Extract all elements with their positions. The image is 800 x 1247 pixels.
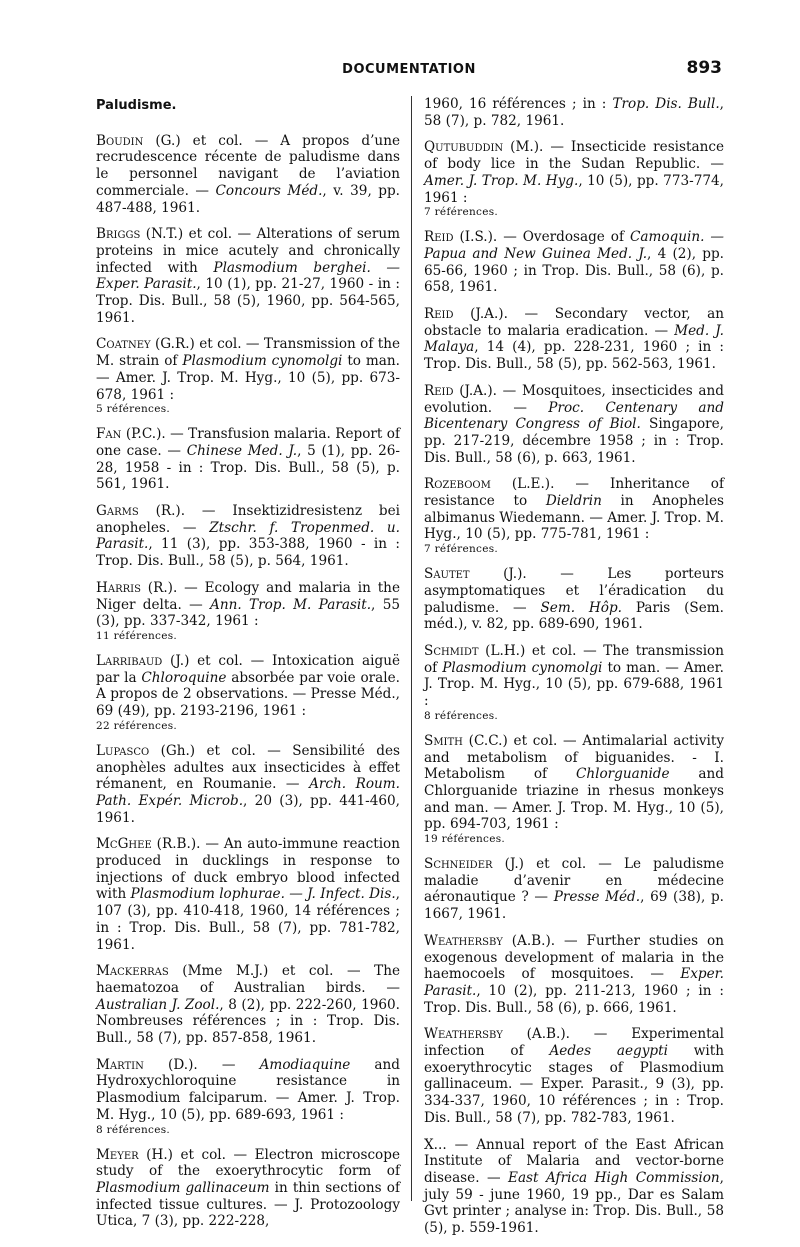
- entry-journal: Chloroquine: [141, 669, 227, 686]
- entry-reference-count: 7 références.: [424, 543, 499, 556]
- entry-citation: , 4 (2), pp. 65-66, 1960 ; in Trop. Dis. Bull., 58 (6), p. 658, 1961.: [424, 245, 724, 296]
- bibliography-entry: [96, 580, 400, 643]
- entry-text: (L.H.) et col. — The transmission of: [424, 642, 724, 676]
- bibliography-entry: [96, 133, 400, 217]
- bibliography-entry: [424, 306, 724, 373]
- entry-reference-count: 5 références.: [96, 403, 171, 416]
- entry-author: Larribaud: [96, 652, 163, 669]
- entry-text: (L.E.). — Inheritance of resistance to: [424, 476, 724, 510]
- entry-text: 1960, 16 références ; in :: [424, 96, 613, 112]
- entry-text: (N.T.) et col. — Alterations of serum proteins in mice acutely and chronically infected with: [96, 226, 400, 276]
- entry-author: Meyer: [96, 1146, 139, 1163]
- entry-citation: , 5 (1), pp. 26-28, 1958 - in : Trop. Dis. Bull., 58 (5), p. 561, 1961.: [96, 442, 401, 493]
- entry-journal: Exper. Parasit.: [424, 966, 724, 999]
- entry-journal: Presse Méd.: [553, 889, 641, 906]
- entry-citation: , 10 (5), pp. 773-774, 1961 :: [424, 172, 724, 206]
- entry-text: (J.) et col. — Le paludisme maladie d’avenir en médecine aéronautique ? —: [424, 856, 724, 906]
- entry-journal: Chlorguanide: [575, 766, 670, 783]
- entry-journal: Plasmodium berghei. — Exper. Parasit.: [96, 259, 400, 293]
- entry-author: Weathersby: [424, 1026, 503, 1043]
- bibliography-entry: [96, 1057, 400, 1137]
- entry-journal: Amer. J. Trop. M. Hyg.: [424, 172, 579, 189]
- entry-author: Weathersby: [424, 932, 503, 949]
- entry-citation: absorbée par voie orale. A propos de 2 observations. — Presse Méd., 69 (49), pp. 2193-2196, 1961 :: [96, 669, 400, 720]
- entry-text: (R.). — Ecology and malaria in the Niger delta. —: [96, 579, 400, 613]
- running-head: [96, 58, 722, 82]
- entry-text: (Mme M.J.) et col. — The haematozoa of Australian birds. —: [96, 963, 400, 996]
- entry-journal: Proc. Centenary and Bicentenary Congress of Biol.: [424, 399, 724, 433]
- left-column: [96, 96, 400, 1240]
- bibliography-entry: [424, 383, 724, 467]
- entry-text: (I.S.). — Overdosage of: [453, 229, 630, 246]
- entry-text: (A.B.). — Experimental infection of: [424, 1026, 724, 1060]
- entry-author: Harris: [96, 579, 141, 596]
- entry-author: Reid: [424, 382, 454, 399]
- entry-text: (Gh.) et col. — Sensibilité des anophèles adultes aux insecticides à effet rémanent, en Roumanie. —: [96, 742, 400, 793]
- bibliography-entry: [424, 643, 724, 723]
- entry-author: Fan: [96, 426, 122, 443]
- entry-text: (J.) et col. — Intoxication aiguë par la: [96, 652, 400, 686]
- entry-journal: Aedes aegypti: [549, 1043, 668, 1060]
- bibliography-entry: [96, 426, 400, 493]
- bibliography-entry: [96, 503, 400, 570]
- entry-journal: Plasmodium cynomolgi: [182, 353, 343, 370]
- entry-author: Briggs: [96, 226, 141, 243]
- entry-author: Rozeboom: [424, 476, 491, 493]
- section-title: Paludisme.: [96, 98, 177, 113]
- entry-author: Boudin: [96, 132, 144, 149]
- entry-author: Sautet: [424, 566, 470, 583]
- entry-journal: Ann. Trop. M. Parasit.: [210, 596, 372, 613]
- entry-citation: , 10 (1), pp. 21-27, 1960 - in : Trop. Dis. Bull., 58 (5), 1960, pp. 564-565, 1961.: [96, 276, 400, 326]
- bibliography-entry: [96, 963, 400, 1047]
- bibliography-entry: [96, 836, 400, 953]
- entry-author: Schneider: [424, 856, 493, 873]
- bibliography-entry: [424, 96, 724, 129]
- entry-author: Coatney: [96, 336, 151, 353]
- bibliography-entry: [424, 566, 724, 633]
- entry-author: Lupasco: [96, 742, 150, 759]
- entry-text: (R.). — Insektizidresistenz bei anopheles. —: [96, 503, 400, 536]
- entry-author: Garms: [96, 503, 139, 520]
- entry-citation: in thin sections of infected tissue cultures. — J. Protozoology Utica, 7 (3), pp. 222-228,: [96, 1179, 400, 1230]
- entry-author: X...: [424, 1136, 447, 1153]
- bibliography-entry: [424, 1137, 724, 1237]
- entry-citation: , 58 (7), p. 782, 1961.: [424, 96, 724, 129]
- entry-citation: , v. 39, pp. 487-488, 1961.: [96, 182, 400, 216]
- entry-citation: to man. — Amer. J. Trop. M. Hyg., 10 (5), pp. 673-678, 1961 :: [96, 353, 400, 403]
- bibliography-entry: [96, 336, 400, 416]
- entry-journal: Concours Méd.: [215, 182, 323, 199]
- entry-text: (A.B.). — Further studies on exogenous development of malaria in the haemocoels of mosquitoes. —: [424, 932, 724, 983]
- entry-text: (D.). —: [143, 1056, 260, 1073]
- entry-author: Martin: [96, 1056, 144, 1073]
- right-entry-list: [424, 96, 724, 1237]
- entry-text: (G.R.) et col. — Transmission of the M. strain of: [96, 336, 400, 370]
- entry-author: Qutubuddin: [424, 139, 504, 156]
- entry-text: (P.C.). — Transfusion malaria. Report of one case. —: [96, 426, 400, 459]
- page-number: 893: [686, 58, 722, 78]
- entry-reference-count: 19 références.: [424, 833, 506, 846]
- entry-journal: Arch. Roum. Path. Expér. Microb.: [96, 776, 400, 809]
- entry-text: (H.) et col. — Electron microscope study of the exoerythrocytic form of: [96, 1146, 400, 1180]
- entry-reference-count: 7 références.: [424, 206, 499, 219]
- entry-citation: Singapore, pp. 217-219, décembre 1958 ; in : Trop. Dis. Bull., 58 (6), p. 663, 1961.: [424, 416, 724, 466]
- entry-reference-count: 22 références.: [96, 719, 178, 732]
- entry-reference-count: 8 références.: [424, 709, 499, 722]
- entry-citation: , 14 (4), pp. 228-231, 1960 ; in : Trop. Dis. Bull., 58 (5), pp. 562-563, 1961.: [424, 339, 724, 373]
- entry-citation: , july 59 - june 1960, 19 pp., Dar es Salam Gvt printer ; analyse in: Trop. Dis. Bull., 58 (5), p. 559-1961.: [424, 1169, 724, 1237]
- bibliography-entry: [424, 476, 724, 556]
- entry-citation: to man. — Amer. J. Trop. M. Hyg., 10 (5), pp. 679-688, 1961 :: [424, 659, 724, 710]
- entry-citation: Paris (Sem. méd.), v. 82, pp. 689-690, 1961.: [424, 599, 724, 633]
- entry-journal: East Africa High Commission: [508, 1169, 720, 1186]
- entry-journal: Plasmodium cynomolgi: [442, 659, 603, 676]
- bibliography-entry: [424, 856, 724, 923]
- entry-citation: and Chlorguanide triazine in rhesus monkeys and man. — Amer. J. Trop. M. Hyg., 10 (5), pp. 694-703, 1961 :: [424, 766, 724, 833]
- right-column: [424, 96, 724, 1247]
- entry-citation: , 11 (3), pp. 353-388, 1960 - in : Trop. Dis. Bull., 58 (5), p. 564, 1961.: [96, 536, 400, 570]
- entry-citation: and Hydroxychloroquine resistance in Plasmodium falciparum. — Amer. J. Trop. M. Hyg., 10 (5), pp. 689-693, 1961 :: [96, 1056, 400, 1123]
- entry-author: McGhee: [96, 836, 152, 853]
- bibliography-entry: [424, 733, 724, 846]
- entry-citation: with exoerythrocytic stages of Plasmodium gallinaceum. — Exper. Parasit., 9 (3), pp. 334-337, 1960, 10 références ; in : Trop. Dis. Bull., 58 (7), pp. 782-783, 1961.: [424, 1043, 725, 1126]
- entry-text: (G.) et col. — A propos d’une recrudescence récente de paludisme dans le personnel navigant de l’aviation commerciale. —: [96, 132, 400, 199]
- bibliography-entry: [96, 743, 400, 827]
- entry-author: Mackerras: [96, 963, 169, 980]
- bibliography-entry: [424, 933, 724, 1017]
- entry-citation: in Anopheles albimanus Wiedemann. — Amer. J. Trop. M. Hyg., 10 (5), pp. 775-781, 1961 :: [424, 493, 725, 543]
- entry-author: Schmidt: [424, 642, 479, 659]
- entry-journal: Sem. Hôp.: [540, 599, 622, 616]
- entry-journal: Australian J. Zool.: [96, 996, 220, 1013]
- entry-text: (J.A.). — Mosquitoes, insecticides and evolution. —: [424, 382, 724, 416]
- bibliography-entry: [424, 139, 724, 219]
- entry-journal: Chinese Med. J.: [186, 442, 298, 459]
- entry-journal: Trop. Dis. Bull.: [612, 96, 720, 112]
- entry-text: (C.C.) et col. — Antimalarial activity and metabolism of biguanides. - I. Metabolism of: [424, 732, 724, 783]
- entry-text: — Annual report of the East African Institute of Malaria and vector-borne disease. —: [424, 1136, 724, 1186]
- entry-citation: , 10 (2), pp. 211-213, 1960 ; in : Trop. Dis. Bull., 58 (6), p. 666, 1961.: [424, 982, 724, 1016]
- entry-reference-count: 8 références.: [96, 1123, 171, 1136]
- entry-citation: , 69 (38), p. 1667, 1961.: [424, 889, 724, 923]
- entry-author: Reid: [424, 229, 454, 246]
- entry-citation: , 20 (3), pp. 441-460, 1961.: [96, 792, 400, 826]
- entry-journal: Ztschr. f. Tropenmed. u. Parasit.: [96, 519, 400, 553]
- bibliography-entry: [96, 226, 400, 326]
- entry-journal: Med. J. Malaya: [424, 322, 724, 356]
- entry-journal: Camoquin. — Papua and New Guinea Med. J.: [424, 229, 724, 262]
- entry-citation: , 55 (3), pp. 337-342, 1961 :: [96, 596, 400, 630]
- running-title: DOCUMENTATION: [342, 62, 476, 77]
- entry-journal: Dieldrin: [545, 493, 602, 510]
- bibliography-entry: [424, 229, 724, 296]
- entry-author: Reid: [424, 306, 454, 323]
- entry-author: Smith: [424, 732, 463, 749]
- entry-text: (J.). — Les porteurs asymptomatiques et l’éradication du paludisme. —: [424, 566, 724, 616]
- entry-citation: , 107 (3), pp. 410-418, 1960, 14 références ; in : Trop. Dis. Bull., 58 (7), pp. 781-782, 1961.: [96, 886, 400, 953]
- entry-text: (R.B.). — An auto-immune reaction produced in ducklings in response to injections of duck embryo blood infected with: [96, 836, 400, 903]
- entry-citation: , 8 (2), pp. 222-260, 1960. Nombreuses références ; in : Trop. Dis. Bull., 58 (7), pp. 857-858, 1961.: [96, 996, 400, 1047]
- entry-journal: Plasmodium gallinaceum: [96, 1179, 270, 1196]
- bibliography-entry: [96, 1147, 400, 1231]
- entry-text: (M.). — Insecticide resistance of body lice in the Sudan Republic. —: [424, 139, 724, 173]
- entry-journal: Amodiaquine: [259, 1056, 351, 1073]
- column-divider: [411, 96, 412, 1201]
- bibliography-entry: [96, 653, 400, 733]
- entry-text: (J.A.). — Secondary vector, an obstacle to malaria eradication. —: [424, 306, 724, 339]
- bibliography-entry: [424, 1026, 724, 1126]
- entry-journal: Plasmodium lophurae. — J. Infect. Dis.: [130, 886, 396, 903]
- entry-reference-count: 11 références.: [96, 629, 178, 642]
- left-entry-list: [96, 133, 400, 1230]
